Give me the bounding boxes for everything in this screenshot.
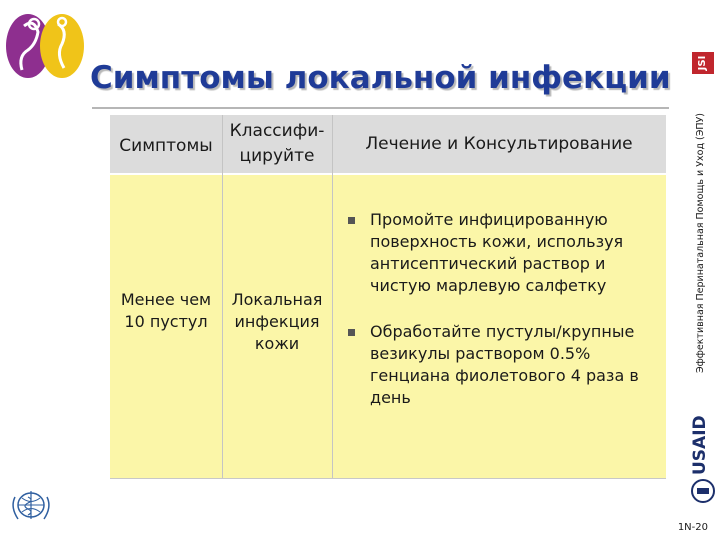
header-treatment: Лечение и Консультирование [365,134,633,154]
treatment-text: Промойте инфицированную поверхность кожи, используя антисептический раствор и чистую марлевую салфетку [370,210,624,295]
symptom-table [110,115,666,478]
mother-child-logo [4,8,86,80]
cell-classification: Локальная инфекция кожи [231,290,323,353]
square-bullet-icon [348,217,355,224]
square-bullet-icon [348,329,355,336]
usaid-seal-icon [691,479,715,503]
header-symptoms: Симптомы [119,136,213,156]
list-item [332,209,666,297]
cell-symptom: Менее чем 10 пустул [120,290,212,331]
jsi-logo-text: JSI [697,55,708,71]
treatment-text: Обработайте пустулы/крупные везикулы раствором 0.5% генциана фиолетового 4 раза в день [370,322,639,407]
usaid-logo [690,405,716,505]
header-classify: Классифи- цируйте [229,121,325,166]
title-divider [92,107,669,109]
side-caption: Эффективная Перинатальная Помощь и Уход (ЭПУ) [695,112,706,374]
list-item [332,321,666,409]
page-title: Симптомы локальной инфекции [90,60,671,96]
usaid-logo-text: USAID [690,415,710,475]
jsi-logo [692,52,714,74]
page-number: 1N-20 [677,522,708,533]
who-emblem-icon [10,485,52,525]
treatment-list [332,209,666,433]
